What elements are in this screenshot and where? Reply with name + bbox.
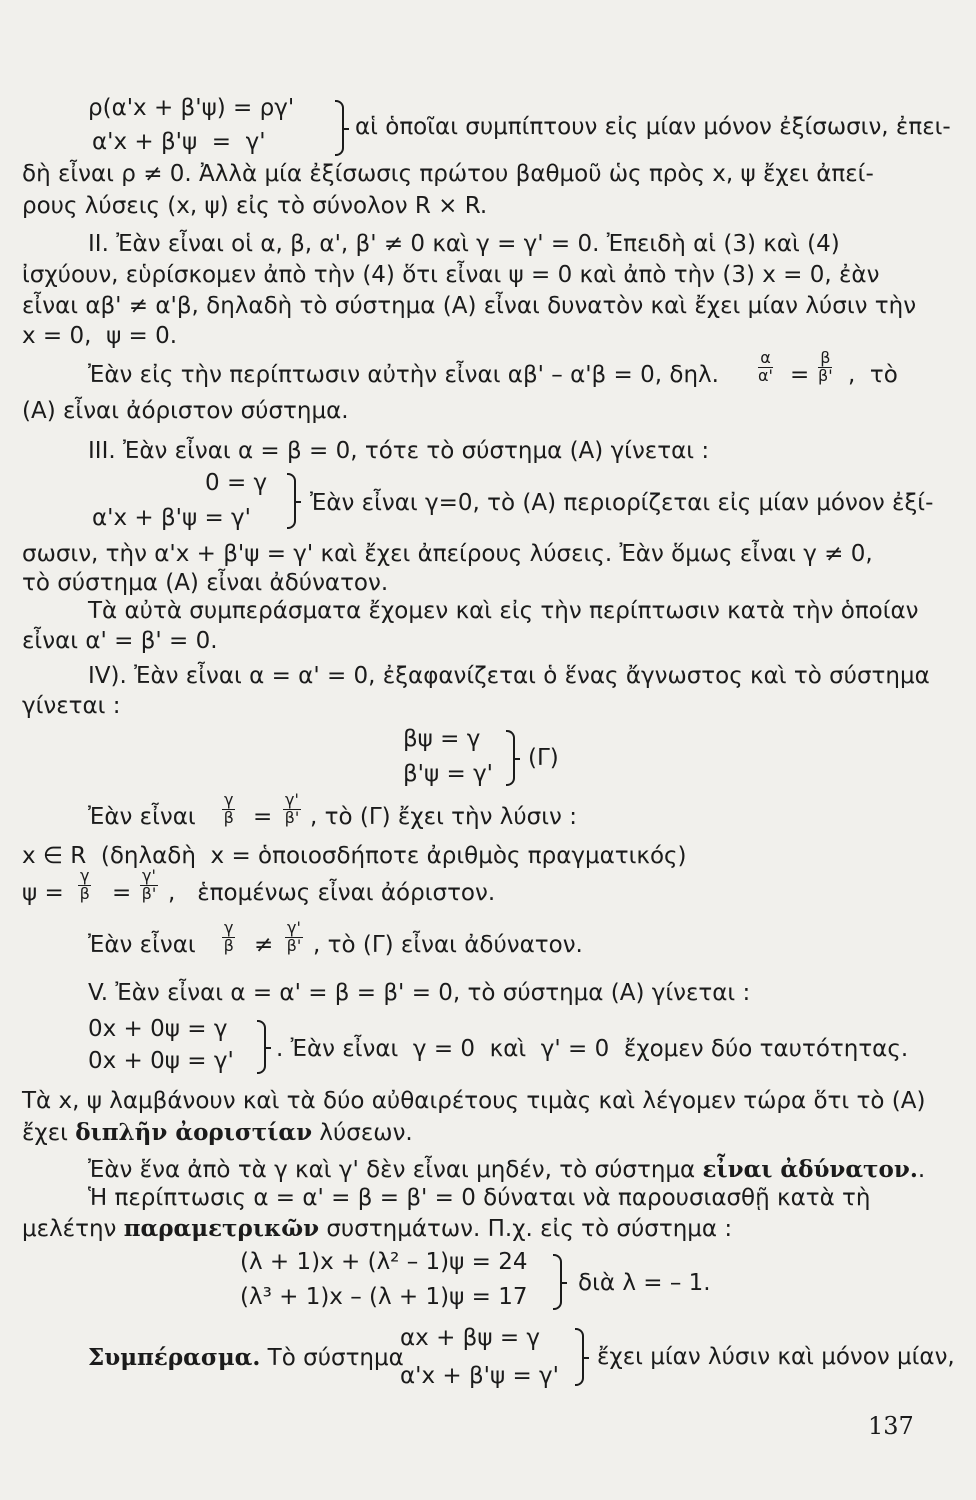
text-line: δὴ εἶναι ρ ≠ 0. Ἀλλὰ μία ἐξίσωσις πρώτου βαθμοῦ ὡς πρὸς x, ψ ἔχει ἀπεί-: [22, 161, 874, 187]
text-line: εἶναι αβ' ≠ α'β, δηλαδὴ τὸ σύστημα (Α) εἶναι δυνατὸν καὶ ἔχει μίαν λύσιν τὴν: [22, 293, 917, 319]
text-line: ρους λύσεις (x, ψ) εἰς τὸ σύνολον R × R.: [22, 193, 488, 219]
right-brace: [506, 730, 515, 786]
right-brace: [575, 1328, 584, 1386]
right-brace: [335, 100, 344, 156]
equals-sign: =: [112, 880, 132, 906]
text-line: ψ =: [22, 880, 64, 906]
text-line: Ἐὰν εἰς τὴν περίπτωσιν αὐτὴν εἶναι αβ' – α'β = 0, δηλ.: [88, 362, 719, 388]
not-equal-sign: ≠: [254, 932, 274, 958]
equation-line: βψ = γ: [403, 726, 481, 752]
page-number: 137: [868, 1412, 914, 1440]
text-line: Ἡ περίπτωσις α = α' = β = β' = 0 δύναται νὰ παρουσιασθῇ κατὰ τὴ: [88, 1185, 871, 1211]
text-line: τὸ σύστημα (Α) εἶναι ἀδύνατον.: [22, 570, 389, 596]
text-line: Ἐὰν εἶναι: [88, 804, 196, 830]
fraction: $\frac{\gamma}{\beta}$: [79, 866, 90, 903]
fraction: $\frac{\gamma'}{\beta'}$: [141, 866, 157, 903]
text-line: , τὸ (Γ) ἔχει τὴν λύσιν :: [310, 804, 577, 830]
text-line: Τὰ x, ψ λαμβάνουν καὶ τὰ δύο αὐθαιρέτους τιμὰς καὶ λέγομεν τώρα ὅτι τὸ (Α): [22, 1088, 926, 1114]
text-line: III. Ἐὰν εἶναι α = β = 0, τότε τὸ σύστημα (Α) γίνεται :: [88, 438, 710, 464]
fraction: $\frac{\gamma'}{\beta'}$: [284, 790, 300, 827]
text-line: , ἑπομένως εἶναι ἀόριστον.: [168, 880, 496, 906]
right-brace: [257, 1020, 266, 1074]
text-line: V. Ἐὰν εἶναι α = α' = β = β' = 0, τὸ σύστημα (Α) γίνεται :: [88, 980, 751, 1006]
text-line: ἔχει διπλῆν ἀοριστίαν λύσεων.: [22, 1119, 413, 1146]
text-line: , τὸ: [848, 362, 898, 388]
text-line: γίνεται :: [22, 693, 121, 719]
equation-line: (λ³ + 1)x – (λ + 1)ψ = 17: [240, 1284, 528, 1310]
text-line: , τὸ (Γ) εἶναι ἀδύνατον.: [313, 932, 583, 958]
fraction: $\frac{\gamma}{\beta}$: [223, 790, 234, 827]
equation-line: (λ + 1)x + (λ² – 1)ψ = 24: [240, 1249, 528, 1275]
equation-line: α'x + β'ψ = γ': [92, 129, 266, 155]
equation-line: 0x + 0ψ = γ': [88, 1048, 234, 1074]
equation-line: 0 = γ: [205, 470, 268, 496]
equals-sign: =: [790, 362, 810, 388]
fraction: $\frac{\gamma'}{\beta'}$: [286, 918, 302, 955]
text-line: αἱ ὁποῖαι συμπίπτουν εἰς μίαν μόνον ἐξίσωσιν, ἐπει-: [355, 114, 951, 140]
equals-sign: =: [253, 804, 273, 830]
text-line: Τὰ αὐτὰ συμπεράσματα ἔχομεν καὶ εἰς τὴν περίπτωσιν κατὰ τὴν ὁποίαν: [88, 598, 919, 624]
text-line: x = 0, ψ = 0.: [22, 323, 178, 349]
fraction: $\frac{\beta}{\beta'}$: [818, 348, 833, 385]
text-line: x ∈ R (δηλαδὴ x = ὁποιοσδήποτε ἀριθμὸς πραγματικός): [22, 843, 687, 869]
text-line: Συμπέρασμα. Τὸ σύστημα: [88, 1344, 404, 1371]
fraction: $\frac{\gamma}{\beta}$: [223, 918, 234, 955]
equation-line: ρ(α'x + β'ψ) = ργ': [88, 95, 295, 121]
text-line: εἶναι α' = β' = 0.: [22, 628, 218, 654]
equation-line: α'x + β'ψ = γ': [92, 505, 251, 531]
right-brace: [553, 1254, 562, 1310]
text-line: ἰσχύουν, εὑρίσκομεν ἀπὸ τὴν (4) ὅτι εἶναι ψ = 0 καὶ ἀπὸ τὴν (3) x = 0, ἐὰν: [22, 262, 880, 288]
equation-line: αx + βψ = γ: [400, 1325, 541, 1351]
text-line: μελέτην παραμετρικῶν συστημάτων. Π.χ. εἰς τὸ σύστημα :: [22, 1215, 733, 1242]
right-brace: [287, 473, 296, 529]
equation-line: 0x + 0ψ = γ: [88, 1016, 228, 1042]
text-line: Ἐὰν ἕνα ἀπὸ τὰ γ καὶ γ' δὲν εἶναι μηδέν, τὸ σύστημα εἶναι ἀδύνατον..: [88, 1156, 926, 1183]
text-line: σωσιν, τὴν α'x + β'ψ = γ' καὶ ἔχει ἀπείρους λύσεις. Ἐὰν ὅμως εἶναι γ ≠ 0,: [22, 541, 873, 567]
text-line: IV). Ἐὰν εἶναι α = α' = 0, ἐξαφανίζεται ὁ ἕνας ἄγνωστος καὶ τὸ σύστημα: [88, 663, 930, 689]
text-line: Ἐὰν εἶναι γ=0, τὸ (Α) περιορίζεται εἰς μίαν μόνον ἐξί-: [310, 490, 934, 516]
text-line: (Α) εἶναι ἀόριστον σύστημα.: [22, 398, 349, 424]
equation-tag: (Γ): [528, 745, 559, 771]
text-line: διὰ λ = – 1.: [578, 1270, 711, 1296]
fraction: $\frac{\alpha}{\alpha'}$: [758, 348, 773, 385]
equation-line: α'x + β'ψ = γ': [400, 1363, 559, 1389]
text-line: II. Ἐὰν εἶναι οἱ α, β, α', β' ≠ 0 καὶ γ = γ' = 0. Ἐπειδὴ αἱ (3) καὶ (4): [88, 231, 840, 257]
equation-line: β'ψ = γ': [403, 761, 494, 787]
text-line: ἔχει μίαν λύσιν καὶ μόνον μίαν,: [597, 1344, 955, 1370]
text-line: . Ἐὰν εἶναι γ = 0 καὶ γ' = 0 ἔχομεν δύο ταυτότητας.: [276, 1036, 909, 1062]
text-line: Ἐὰν εἶναι: [88, 932, 196, 958]
